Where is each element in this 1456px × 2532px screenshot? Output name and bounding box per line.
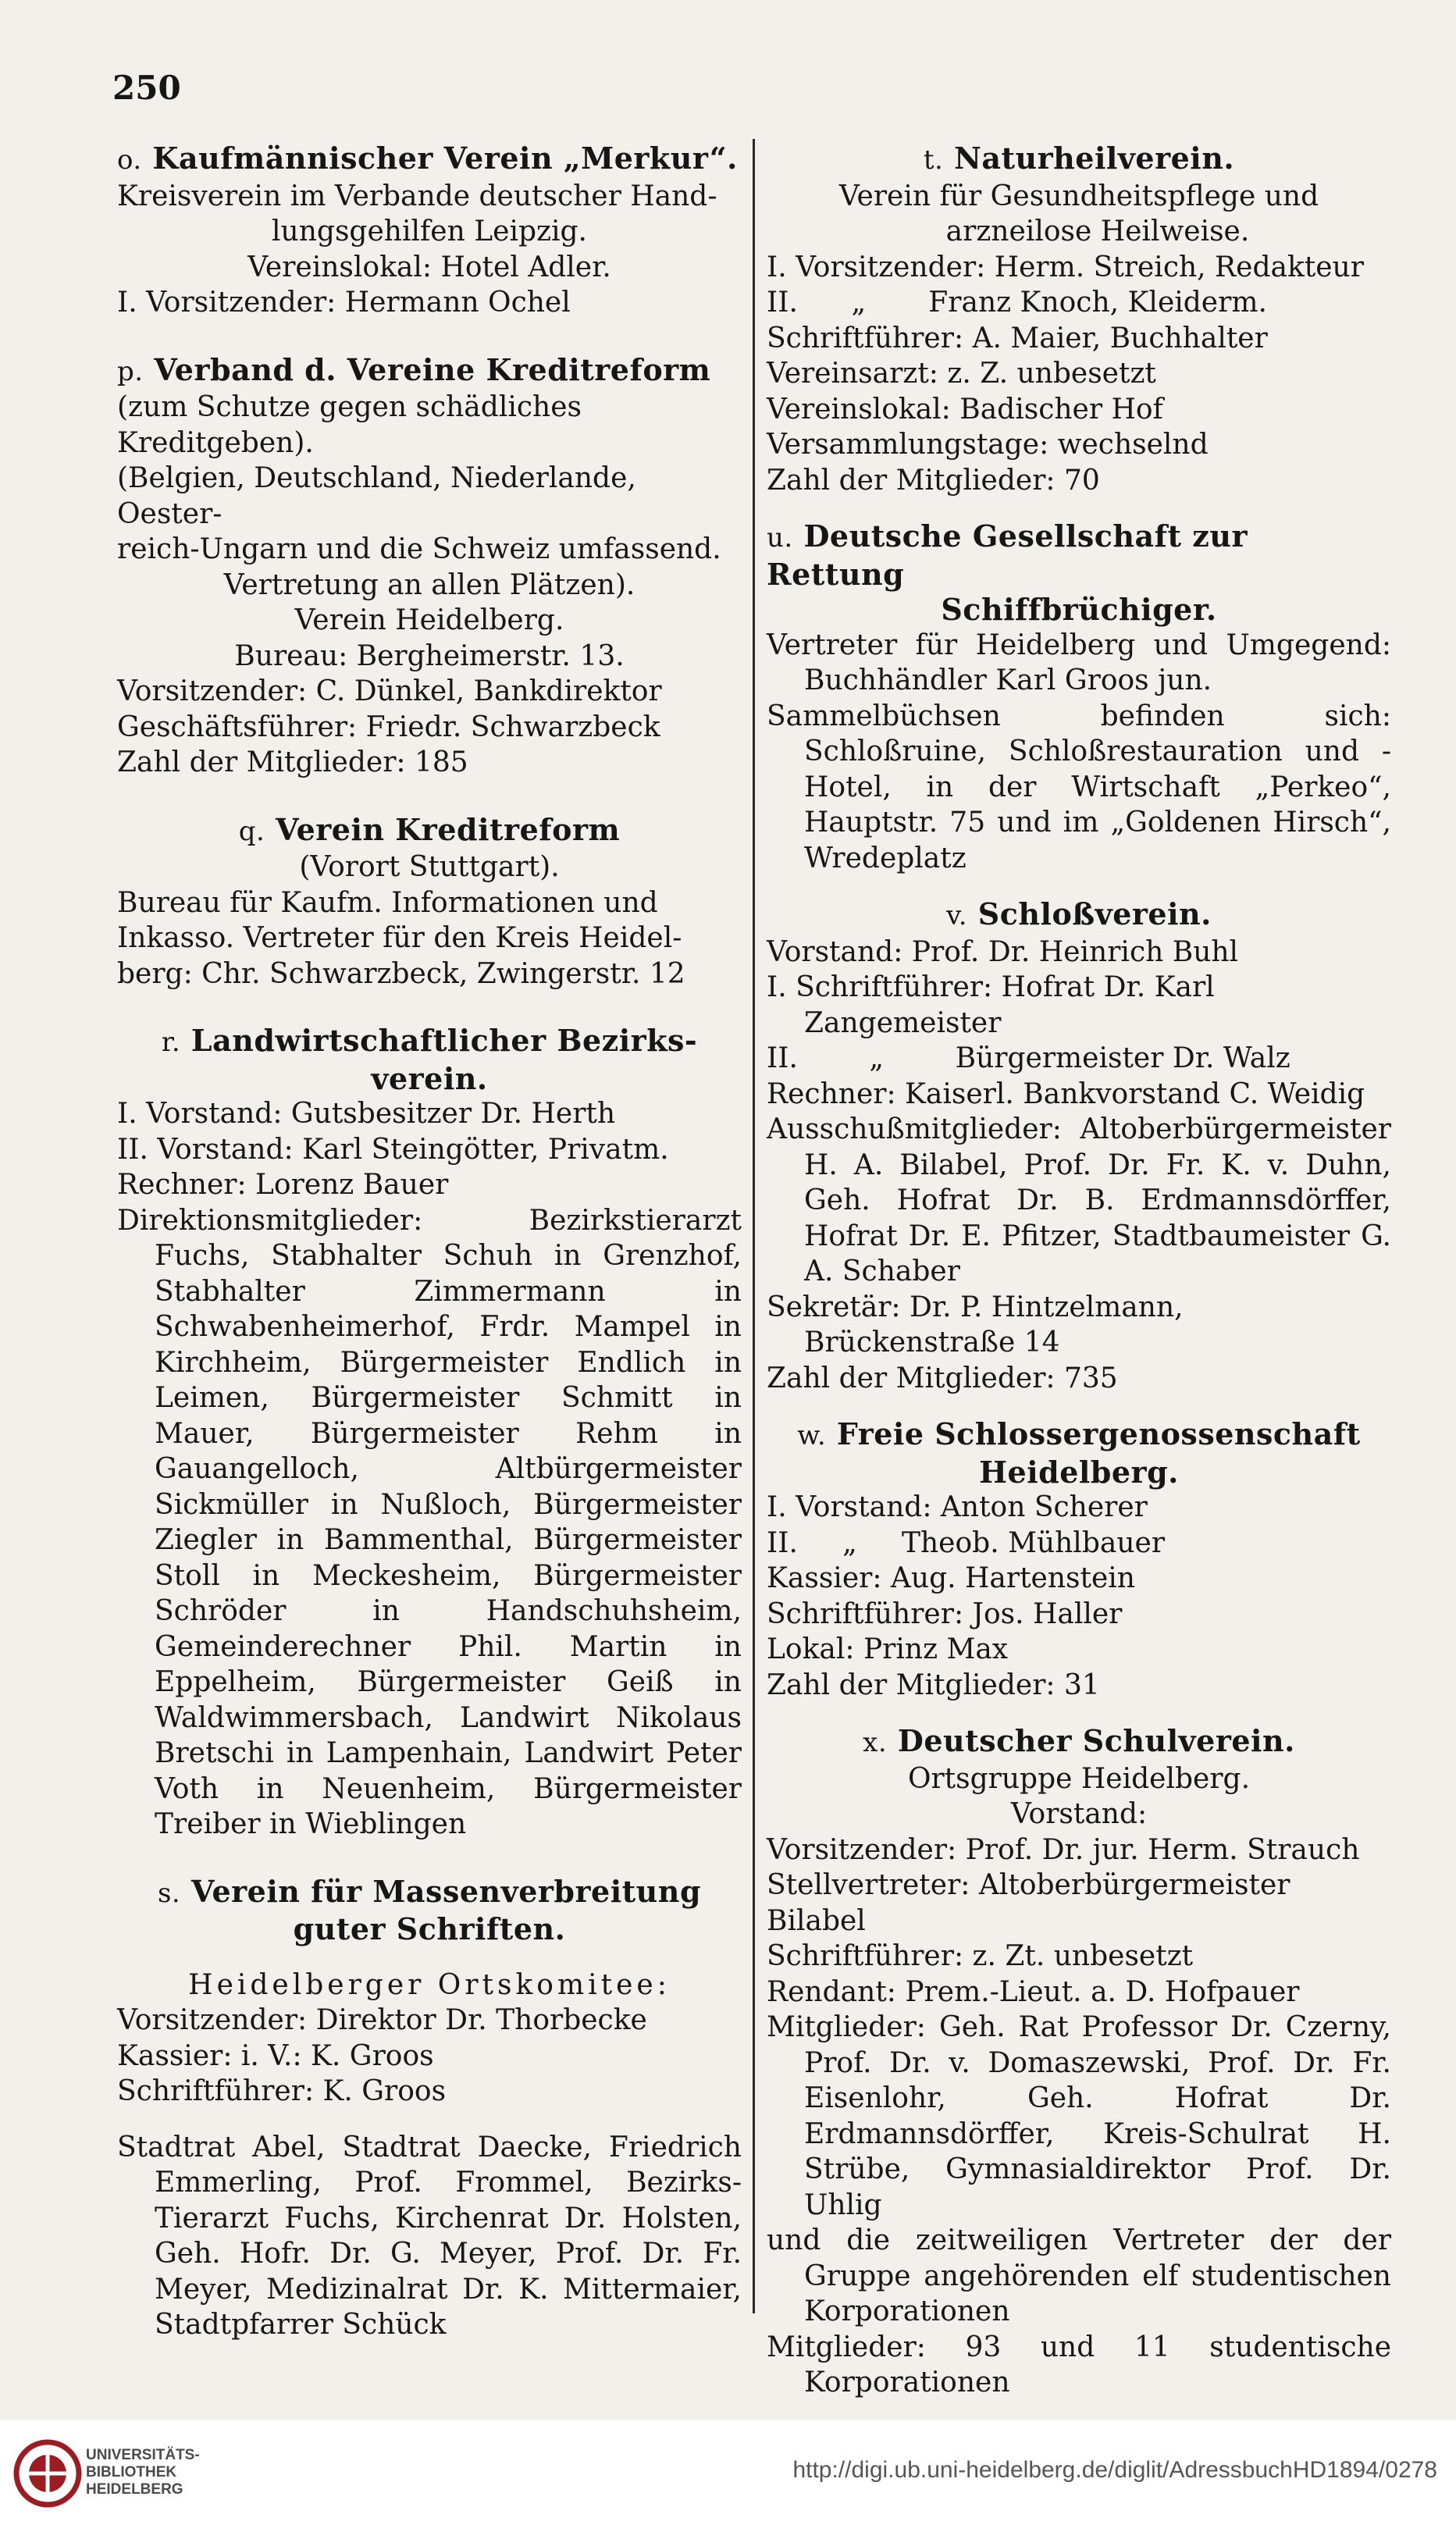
section-letter: w. (797, 1420, 827, 1451)
library-name-line: HEIDELBERG (86, 2481, 183, 2498)
source-url-link[interactable]: http://digi.ub.uni-heidelberg.de/diglit/AdressbuchHD1894/0278 (792, 2457, 1437, 2483)
page-number: 250 (112, 69, 181, 107)
section-x (767, 1723, 1391, 2401)
section-title: Deutscher Schulverein. (897, 1723, 1295, 1758)
section-u (767, 518, 1391, 876)
text-line: Rechner: Lorenz Bauer (117, 1169, 449, 1201)
text-line: (Vorort Stuttgart). (299, 851, 560, 883)
text-line: Vereinslokal: Badischer Hof (767, 393, 1163, 426)
text-line: Stellvertreter: Altoberbürgermeister Bilabel (767, 1869, 1290, 1937)
text-line: Lokal: Prinz Max (767, 1633, 1009, 1665)
section-title: Verein Kreditreform (276, 811, 621, 847)
text-paragraph: Mitglieder: 93 und 11 studentische Korporationen (767, 2331, 1391, 2398)
section-title: Deutsche Gesellschaft zur Rettung (767, 518, 1248, 592)
text-line: I. Schriftführer: Hofrat Dr. Karl Zangemeister (767, 971, 1215, 1039)
section-title-continued: verein. (371, 1060, 488, 1096)
section-title: Landwirtschaftlicher Bezirks- (190, 1023, 698, 1058)
text-line: Geschäftsführer: Friedr. Schwarzbeck (117, 710, 660, 743)
text-line: Kassier: Aug. Hartenstein (767, 1562, 1135, 1594)
text-line: Schriftführer: K. Groos (117, 2075, 447, 2107)
text-line: II. „ Bürgermeister Dr. Walz (767, 1042, 1290, 1074)
section-letter: r. (161, 1027, 181, 1058)
section-title: Kaufmännischer Verein „Merkur“. (152, 141, 738, 176)
text-line: Zahl der Mitglieder: 70 (767, 464, 1100, 497)
section-title-continued: guter Schriften. (293, 1911, 566, 1946)
text-line: II. „ Franz Knoch, Kleiderm. (767, 287, 1267, 319)
text-paragraph: Ausschußmitglieder: Altoberbürgermeister H. A. Bilabel, Prof. Dr. Fr. K. v. Duhn, Geh. Hofrat Dr. B. Erdmannsdörffer, Hofrat Dr. E. Pfitzer, Stadtbaumeister G. A. Schaber (767, 1113, 1391, 1287)
text-line: reich-Ungarn und die Schweiz umfassend. (117, 533, 721, 565)
text-line: I. Vorsitzender: Herm. Streich, Redakteur (767, 251, 1364, 283)
column-divider (753, 139, 755, 2313)
text-paragraph: und die zeitweiligen Vertreter der der Gruppe angehörenden elf studentischen Korporationen (767, 2224, 1391, 2327)
text-line: Bureau für Kaufm. Informationen und (117, 886, 658, 919)
section-letter: t. (923, 144, 944, 176)
text-line: Zahl der Mitglieder: 185 (117, 746, 468, 778)
text-line: Kreisverein im Verbande deutscher Hand- (117, 180, 717, 212)
section-title-continued: Schiffbrüchiger. (941, 592, 1217, 627)
text-line: II. „ Theob. Mühlbauer (767, 1526, 1166, 1559)
text-paragraph: Sammelbüchsen befinden sich: Schloßruine, Schloßrestauration und -Hotel, in der Wirtschaft „Perkeo“, Hauptstr. 75 und im „Goldenen Hirsch“, Wredeplatz (767, 700, 1391, 874)
section-w (767, 1416, 1391, 1703)
section-title: Verband d. Vereine Kreditreform (154, 351, 711, 387)
text-line: (Belgien, Deutschland, Niederlande, Oester- (117, 462, 636, 530)
text-line: lungsgehilfen Leipzig. (272, 215, 587, 248)
text-line: berg: Chr. Schwarzbeck, Zwingerstr. 12 (117, 957, 685, 990)
text-line: Vorstand: Prof. Dr. Heinrich Buhl (767, 935, 1239, 968)
section-title: Naturheilverein. (954, 141, 1235, 176)
text-line: Ortsgruppe Heidelberg. (907, 1762, 1251, 1795)
text-line: Inkasso. Vertreter für den Kreis Heidel- (117, 922, 682, 954)
section-r (117, 1023, 742, 1843)
section-title-continued: Heidelberg. (979, 1454, 1179, 1490)
left-column (117, 141, 742, 2343)
section-letter: u. (767, 522, 793, 554)
section-o (117, 141, 742, 321)
text-line: Zahl der Mitglieder: 31 (767, 1668, 1100, 1701)
text-line: Rechner: Kaiserl. Bankvorstand C. Weidig (767, 1077, 1365, 1110)
text-line: Vereinslokal: Hotel Adler. (247, 251, 611, 283)
text-line: Versammlungstage: wechselnd (767, 429, 1209, 461)
library-name-line: UNIVERSITÄTS- (86, 2447, 200, 2463)
section-letter: v. (946, 900, 968, 931)
section-letter: s. (157, 1877, 181, 1909)
text-paragraph: Vertreter für Heidelberg und Umgegend: Buchhändler Karl Groos jun. (767, 629, 1391, 696)
text-paragraph: Direktionsmitglieder: Bezirkstierarzt Fuchs, Stabhalter Schuh in Grenzhof, Stabhalter Zimmermann in Schwabenheimerhof, Frdr. Mampel in Kirchheim, Bürgermeister Endlich in Leimen, Bürgermeister Schmitt in Mauer, Bürgermeister Rehm in Gauangelloch, Altbürgermeister Sickmüller in Nußloch, Bürgermeister Ziegler in Bammenthal, Bürgermeister Stoll in Meckesheim, Bürgermeister Schröder in Handschuhsheim, Gemeinderechner Phil. Martin in Eppelheim, Bürgermeister Geiß in Waldwimmersbach, Landwirt Nikolaus Bretschi in Lampenhain, Landwirt Peter Voth in Neuenheim, Bürgermeister Treiber in Wieblingen (117, 1204, 742, 1840)
text-line: Vertretung an allen Plätzen). (223, 568, 635, 601)
text-line: Zahl der Mitglieder: 735 (767, 1362, 1118, 1394)
text-line: Vorsitzender: Prof. Dr. jur. Herm. Strauch (767, 1833, 1360, 1866)
library-name-line: BIBLIOTHEK (86, 2464, 177, 2480)
text-line: Schriftführer: Jos. Haller (767, 1597, 1123, 1630)
section-title: Schloßverein. (977, 896, 1212, 931)
section-letter: p. (117, 355, 144, 387)
section-p (117, 352, 742, 781)
section-v (767, 896, 1391, 1396)
text-line: (zum Schutze gegen schädliches Kreditgeben). (117, 391, 582, 459)
text-line: I. Vorsitzender: Hermann Ochel (117, 287, 571, 319)
text-paragraph: Stadtrat Abel, Stadtrat Daecke, Friedrich Emmerling, Prof. Frommel, Bezirks-Tierarzt Fuchs, Kirchenrat Dr. Holsten, Geh. Hofr. Dr. G. Meyer, Prof. Dr. Fr. Meyer, Medizinalrat Dr. K. Mittermaier, Stadtpfarrer Schück (117, 2131, 742, 2341)
university-library-logo-icon (12, 2438, 83, 2509)
text-line: I. Vorstand: Anton Scherer (767, 1491, 1148, 1523)
text-line: I. Vorstand: Gutsbesitzer Dr. Herth (117, 1098, 616, 1130)
section-letter: o. (117, 144, 142, 176)
text-line: Schriftführer: z. Zt. unbesetzt (767, 1940, 1194, 1972)
text-line: Vorsitzender: C. Dünkel, Bankdirektor (117, 675, 662, 707)
text-line: Bureau: Bergheimerstr. 13. (234, 639, 625, 672)
text-line: II. Vorstand: Karl Steingötter, Privatm. (117, 1133, 669, 1166)
text-line: Vereinsarzt: z. Z. unbesetzt (767, 358, 1156, 390)
text-line: Vorsitzender: Direktor Dr. Thorbecke (117, 2004, 647, 2036)
text-line: Verein Heidelberg. (294, 604, 564, 636)
section-title: Freie Schlossergenossenschaft (836, 1416, 1361, 1451)
text-line: Vorstand: (1010, 1798, 1148, 1830)
right-column (767, 141, 1391, 2401)
text-line: Kassier: i. V.: K. Groos (117, 2039, 434, 2072)
text-line: Sekretär: Dr. P. Hintzelmann, Brückenstraße 14 (767, 1291, 1184, 1359)
text-paragraph: Mitglieder: Geh. Rat Professor Dr. Czerny, Prof. Dr. v. Domaszewski, Prof. Dr. Fr. Eisenlohr, Geh. Hofrat Dr. Erdmannsdörffer, Kreis-Schulrat H. Strübe, Gymnasialdirektor Prof. Dr. Uhlig (767, 2011, 1391, 2221)
section-letter: x. (863, 1727, 888, 1758)
section-letter: q. (238, 815, 265, 847)
text-line: Schriftführer: A. Maier, Buchhalter (767, 322, 1268, 354)
section-t (767, 141, 1391, 498)
text-line: Heidelberger Ortskomitee: (188, 1968, 671, 2001)
section-title: Verein für Massenverbreitung (190, 1873, 702, 1909)
text-line: Verein für Gesundheitspflege und arzneilose Heilweise. (838, 180, 1319, 248)
section-q (117, 812, 742, 992)
section-s (117, 1874, 742, 2343)
text-line: Rendant: Prem.-Lieut. a. D. Hofpauer (767, 1975, 1300, 2008)
library-name (86, 2447, 200, 2498)
